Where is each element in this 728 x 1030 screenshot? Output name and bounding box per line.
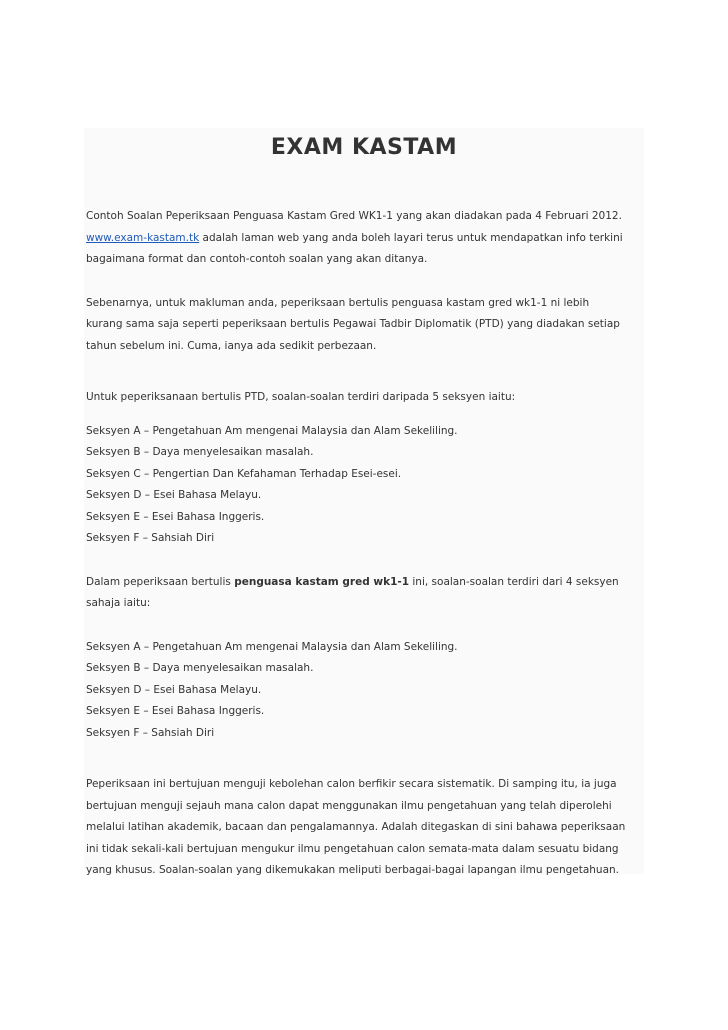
para2-line-2: kurang sama saja seperti peperiksaan bertulis Pegawai Tadbir Diplomatik (PTD) yang diadakan setiap	[86, 318, 620, 330]
ptd-section-list	[84, 421, 644, 550]
para5-line-4: ini tidak sekali-kali bertujuan mengukur ilmu pengetahuan calon semata-mata dalam sesuatu bidang	[86, 842, 619, 855]
page-title: EXAM KASTAM	[270, 135, 458, 160]
para5-line-1: Peperiksaan ini bertujuan menguji kebolehan calon berfikir secara sistematik. Di samping itu, ia juga	[86, 778, 617, 790]
list-item: Seksyen E – Esei Bahasa Inggeris.	[86, 510, 265, 523]
para4-line-1	[86, 572, 644, 594]
document-page	[84, 128, 644, 874]
kastam-section-list	[84, 637, 644, 745]
list-item: Seksyen B – Daya menyelesaikan masalah.	[86, 662, 314, 674]
ptd-comparison-paragraph	[86, 293, 644, 358]
list-item: Seksyen B – Daya menyelesaikan masalah.	[86, 446, 314, 458]
kastam-intro-paragraph	[86, 572, 644, 615]
para4-suffix: ini, soalan-soalan terdiri dari 4 seksyen	[409, 575, 619, 588]
list-item: Seksyen D – Esei Bahasa Melayu.	[86, 489, 262, 501]
para5-line-5: yang khusus. Soalan-soalan yang dikemukakan meliputi berbagai-bagai lapangan ilmu pengetahuan.	[86, 864, 620, 876]
para2-line-1: Sebenarnya, untuk makluman anda, peperiksaan bertulis penguasa kastam gred wk1-1 ni lebih	[86, 296, 590, 309]
para4-bold-keyword: penguasa kastam gred wk1-1	[234, 575, 410, 588]
exam-kastam-link[interactable]: www.exam-kastam.tk	[86, 231, 200, 244]
ptd-intro-paragraph	[86, 387, 644, 409]
list-item: Seksyen E – Esei Bahasa Inggeris.	[86, 705, 265, 717]
intro-line-2	[86, 228, 644, 250]
para4-line-2: sahaja iaitu:	[86, 597, 151, 609]
list-item: Seksyen F – Sahsiah Diri	[86, 726, 215, 739]
intro-line-2-rest: adalah laman web yang anda boleh layari terus untuk mendapatkan info terkini	[199, 231, 623, 244]
para5-line-3: melalui latihan akademik, bacaan dan pengalamannya. Adalah ditegaskan di sini bahawa peperiksaan	[86, 821, 626, 833]
list-item: Seksyen F – Sahsiah Diri	[86, 532, 215, 544]
list-item: Seksyen C – Pengertian Dan Kefahaman Terhadap Esei-esei.	[86, 467, 402, 480]
para5-line-2: bertujuan menguji sejauh mana calon dapat menggunakan ilmu pengetahuan yang telah diperolehi	[86, 799, 612, 812]
intro-paragraph	[86, 206, 644, 271]
list-item: Seksyen A – Pengetahuan Am mengenai Malaysia dan Alam Sekeliling.	[86, 424, 458, 437]
list-item: Seksyen D – Esei Bahasa Melayu.	[86, 683, 262, 696]
intro-line-1: Contoh Soalan Peperiksaan Penguasa Kastam Gred WK1-1 yang akan diadakan pada 4 Februari 2012.	[86, 210, 622, 222]
purpose-paragraph	[86, 774, 644, 882]
list-item: Seksyen A – Pengetahuan Am mengenai Malaysia dan Alam Sekeliling.	[86, 640, 458, 653]
para2-line-3: tahun sebelum ini. Cuma, ianya ada sedikit perbezaan.	[86, 339, 377, 352]
intro-line-3: bagaimana format dan contoh-contoh soalan yang akan ditanya.	[86, 253, 428, 265]
para4-prefix: Dalam peperiksaan bertulis	[86, 575, 235, 588]
para3-line-1: Untuk peperiksanaan bertulis PTD, soalan-soalan terdiri daripada 5 seksyen iaitu:	[86, 391, 516, 403]
